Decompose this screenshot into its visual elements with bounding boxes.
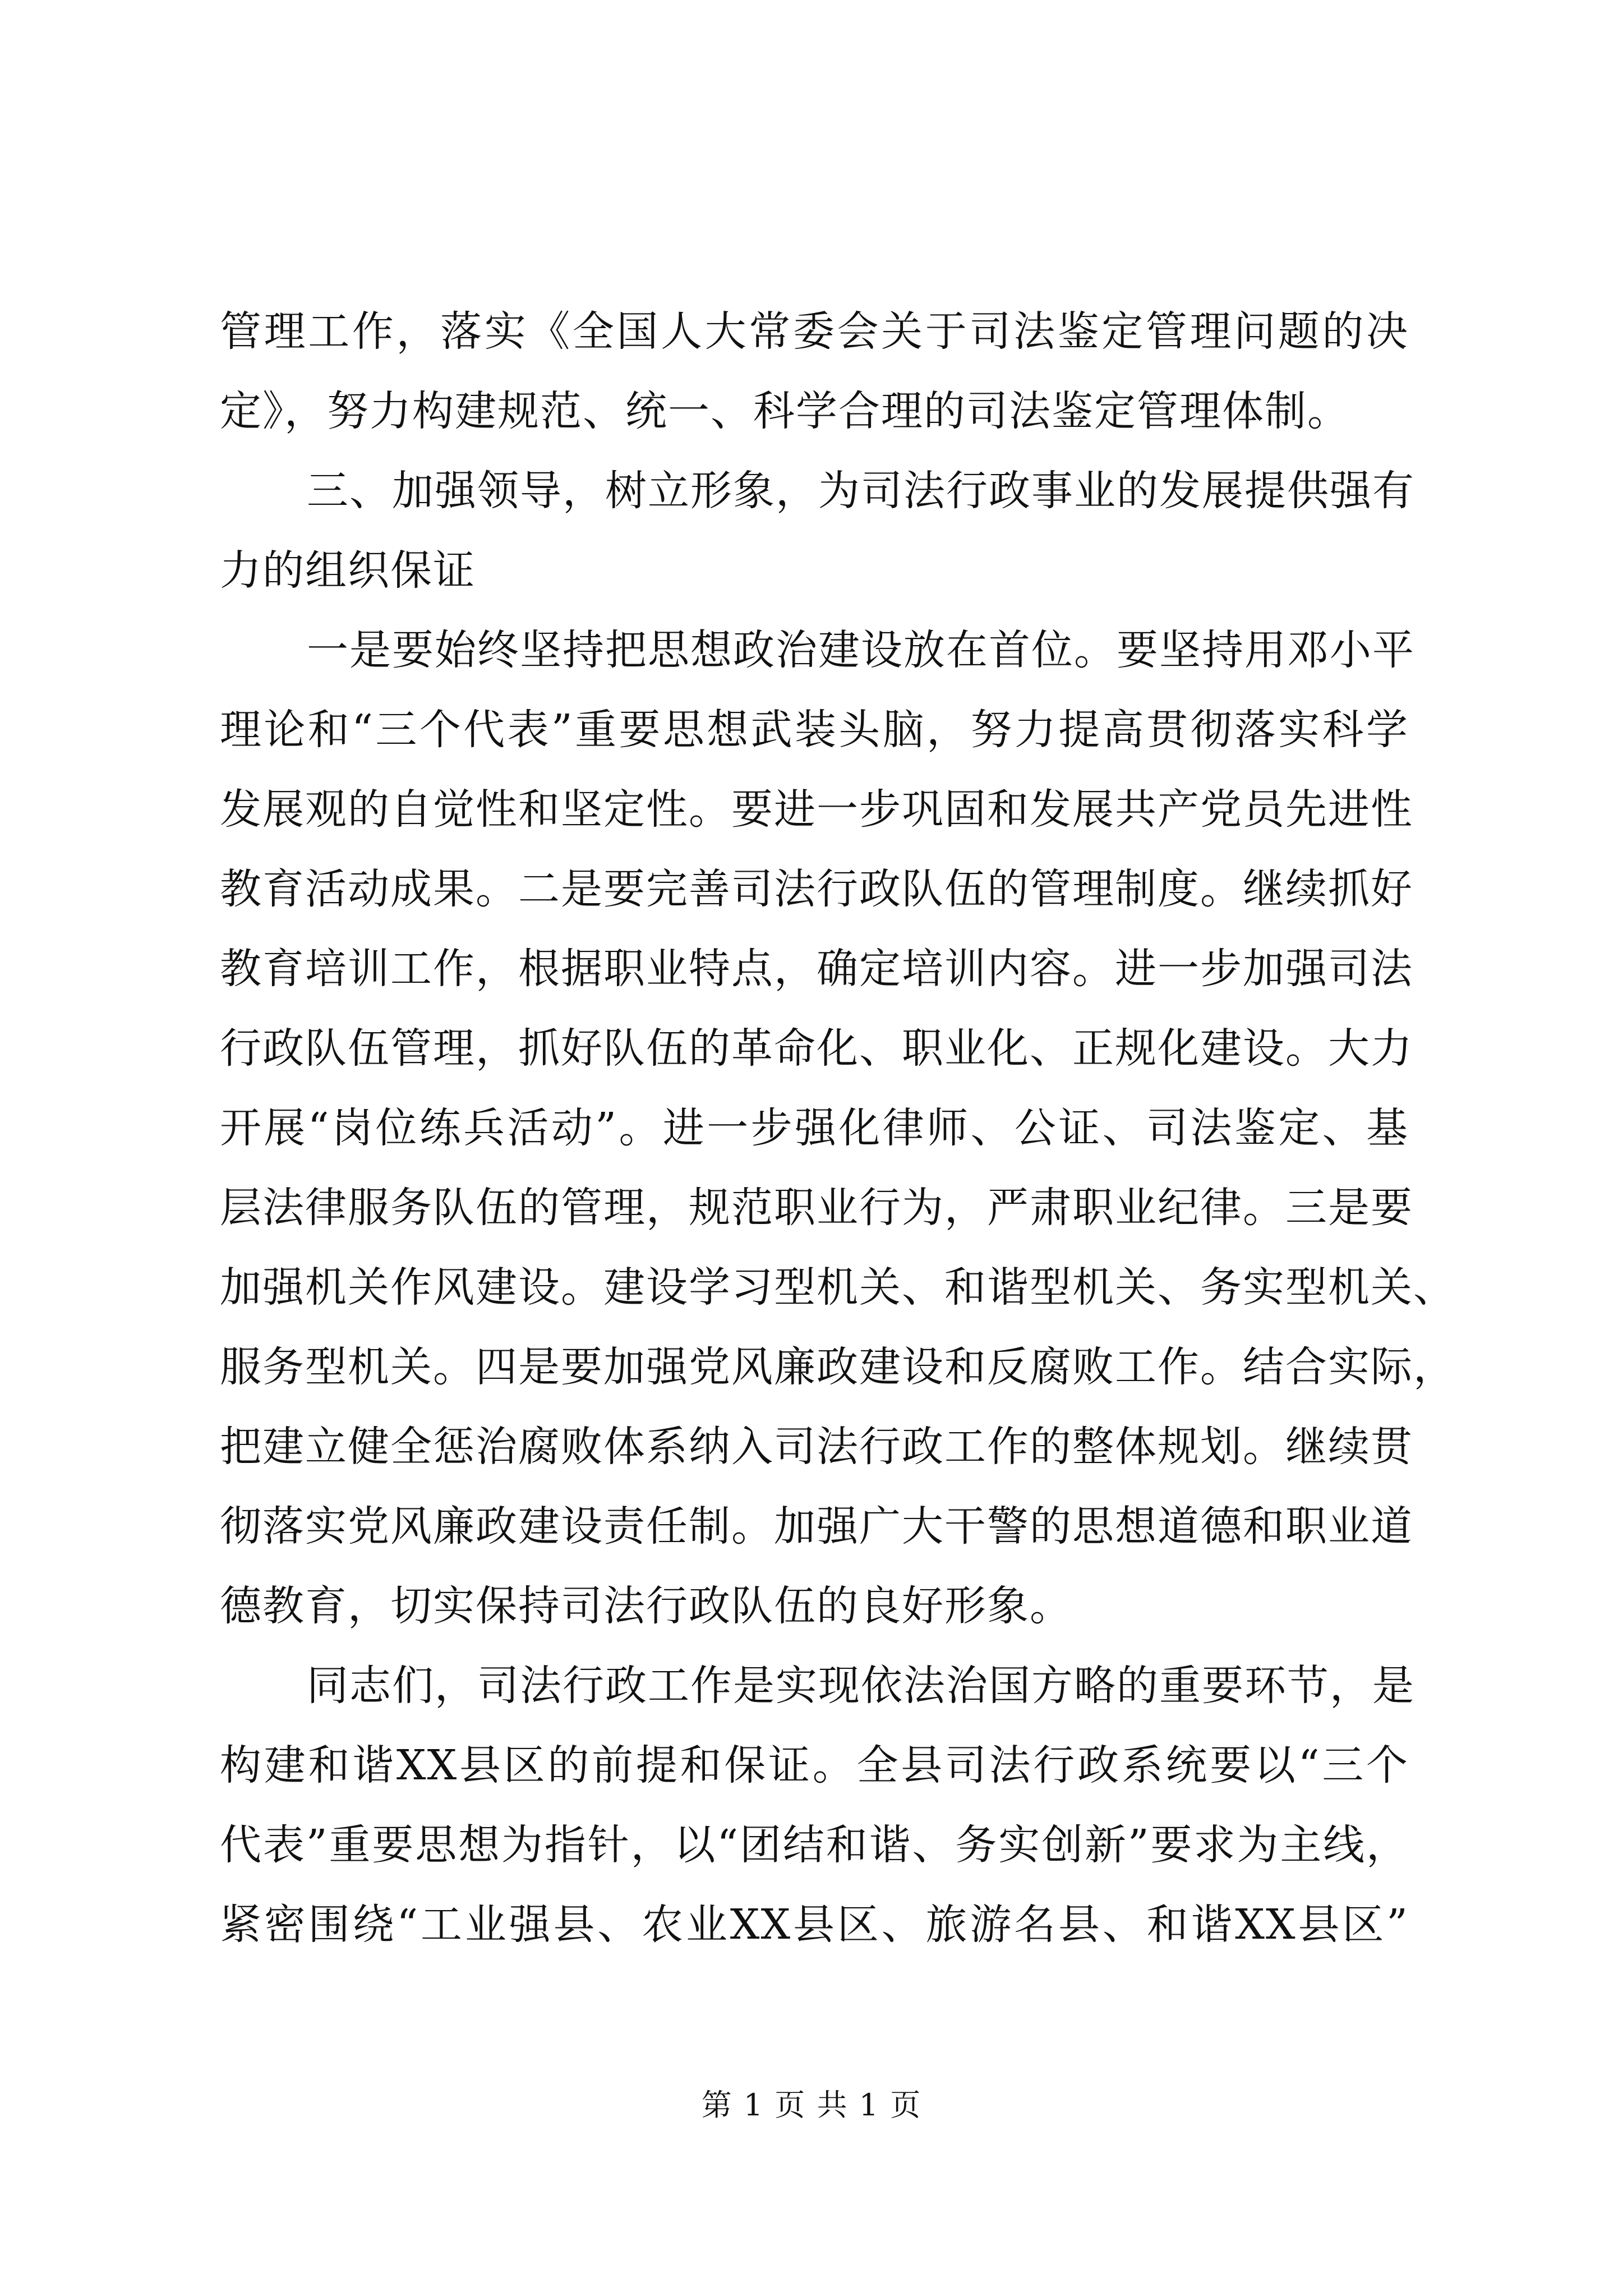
text-line: 一是要始终坚持把思想政治建设放在首位。要坚持用邓小平 [307,626,1415,674]
text-line: 开展“岗位练兵活动”。进一步强化律师、公证、司法鉴定、基 [220,1104,1409,1152]
section-heading-line: 三、加强领导，树立形象，为司法行政事业的发展提供强有 [307,467,1415,515]
text-line: 代表”重要思想为指针，以“团结和谐、务实创新”要求为主线， [220,1821,1409,1869]
text-line: 行政队伍管理，抓好队伍的革命化、职业化、正规化建设。大力 [220,1024,1413,1073]
text-line: 教育培训工作，根据职业特点，确定培训内容。进一步加强司法 [220,945,1413,993]
section-heading-line: 力的组织保证 [220,546,476,595]
text-line: 定》，努力构建规范、统一、科学合理的司法鉴定管理体制。 [220,387,1350,435]
text-line: 构建和谐XX县区的前提和保证。全县司法行政系统要以“三个 [220,1741,1409,1789]
text-line: 把建立健全惩治腐败体系纳入司法行政工作的整体规划。继续贯 [220,1423,1413,1471]
text-line: 发展观的自觉性和坚定性。要进一步巩固和发展共产党员先进性 [220,785,1413,834]
text-line: 教育活动成果。二是要完善司法行政队伍的管理制度。继续抓好 [220,865,1413,913]
text-line: 同志们，司法行政工作是实现依法治国方略的重要环节，是 [307,1662,1415,1710]
page-number-footer: 第 1 页 共 1 页 [701,2087,922,2123]
text-line: 加强机关作风建设。建设学习型机关、和谐型机关、务实型机关、 [220,1263,1456,1312]
text-line: 服务型机关。四是要加强党风廉政建设和反腐败工作。结合实际， [220,1343,1456,1391]
text-line: 彻落实党风廉政建设责任制。加强广大干警的思想道德和职业道 [220,1502,1413,1550]
text-line: 层法律服务队伍的管理，规范职业行为，严肃职业纪律。三是要 [220,1184,1413,1232]
text-line: 理论和“三个代表”重要思想武装头脑，努力提高贯彻落实科学 [220,706,1409,754]
text-line: 紧密围绕“工业强县、农业XX县区、旅游名县、和谐XX县区” [220,1901,1409,1949]
document-body [220,292,1456,1964]
text-line: 德教育，切实保持司法行政队伍的良好形象。 [220,1582,1072,1630]
text-line: 管理工作，落实《全国人大常委会关于司法鉴定管理问题的决 [220,307,1409,356]
